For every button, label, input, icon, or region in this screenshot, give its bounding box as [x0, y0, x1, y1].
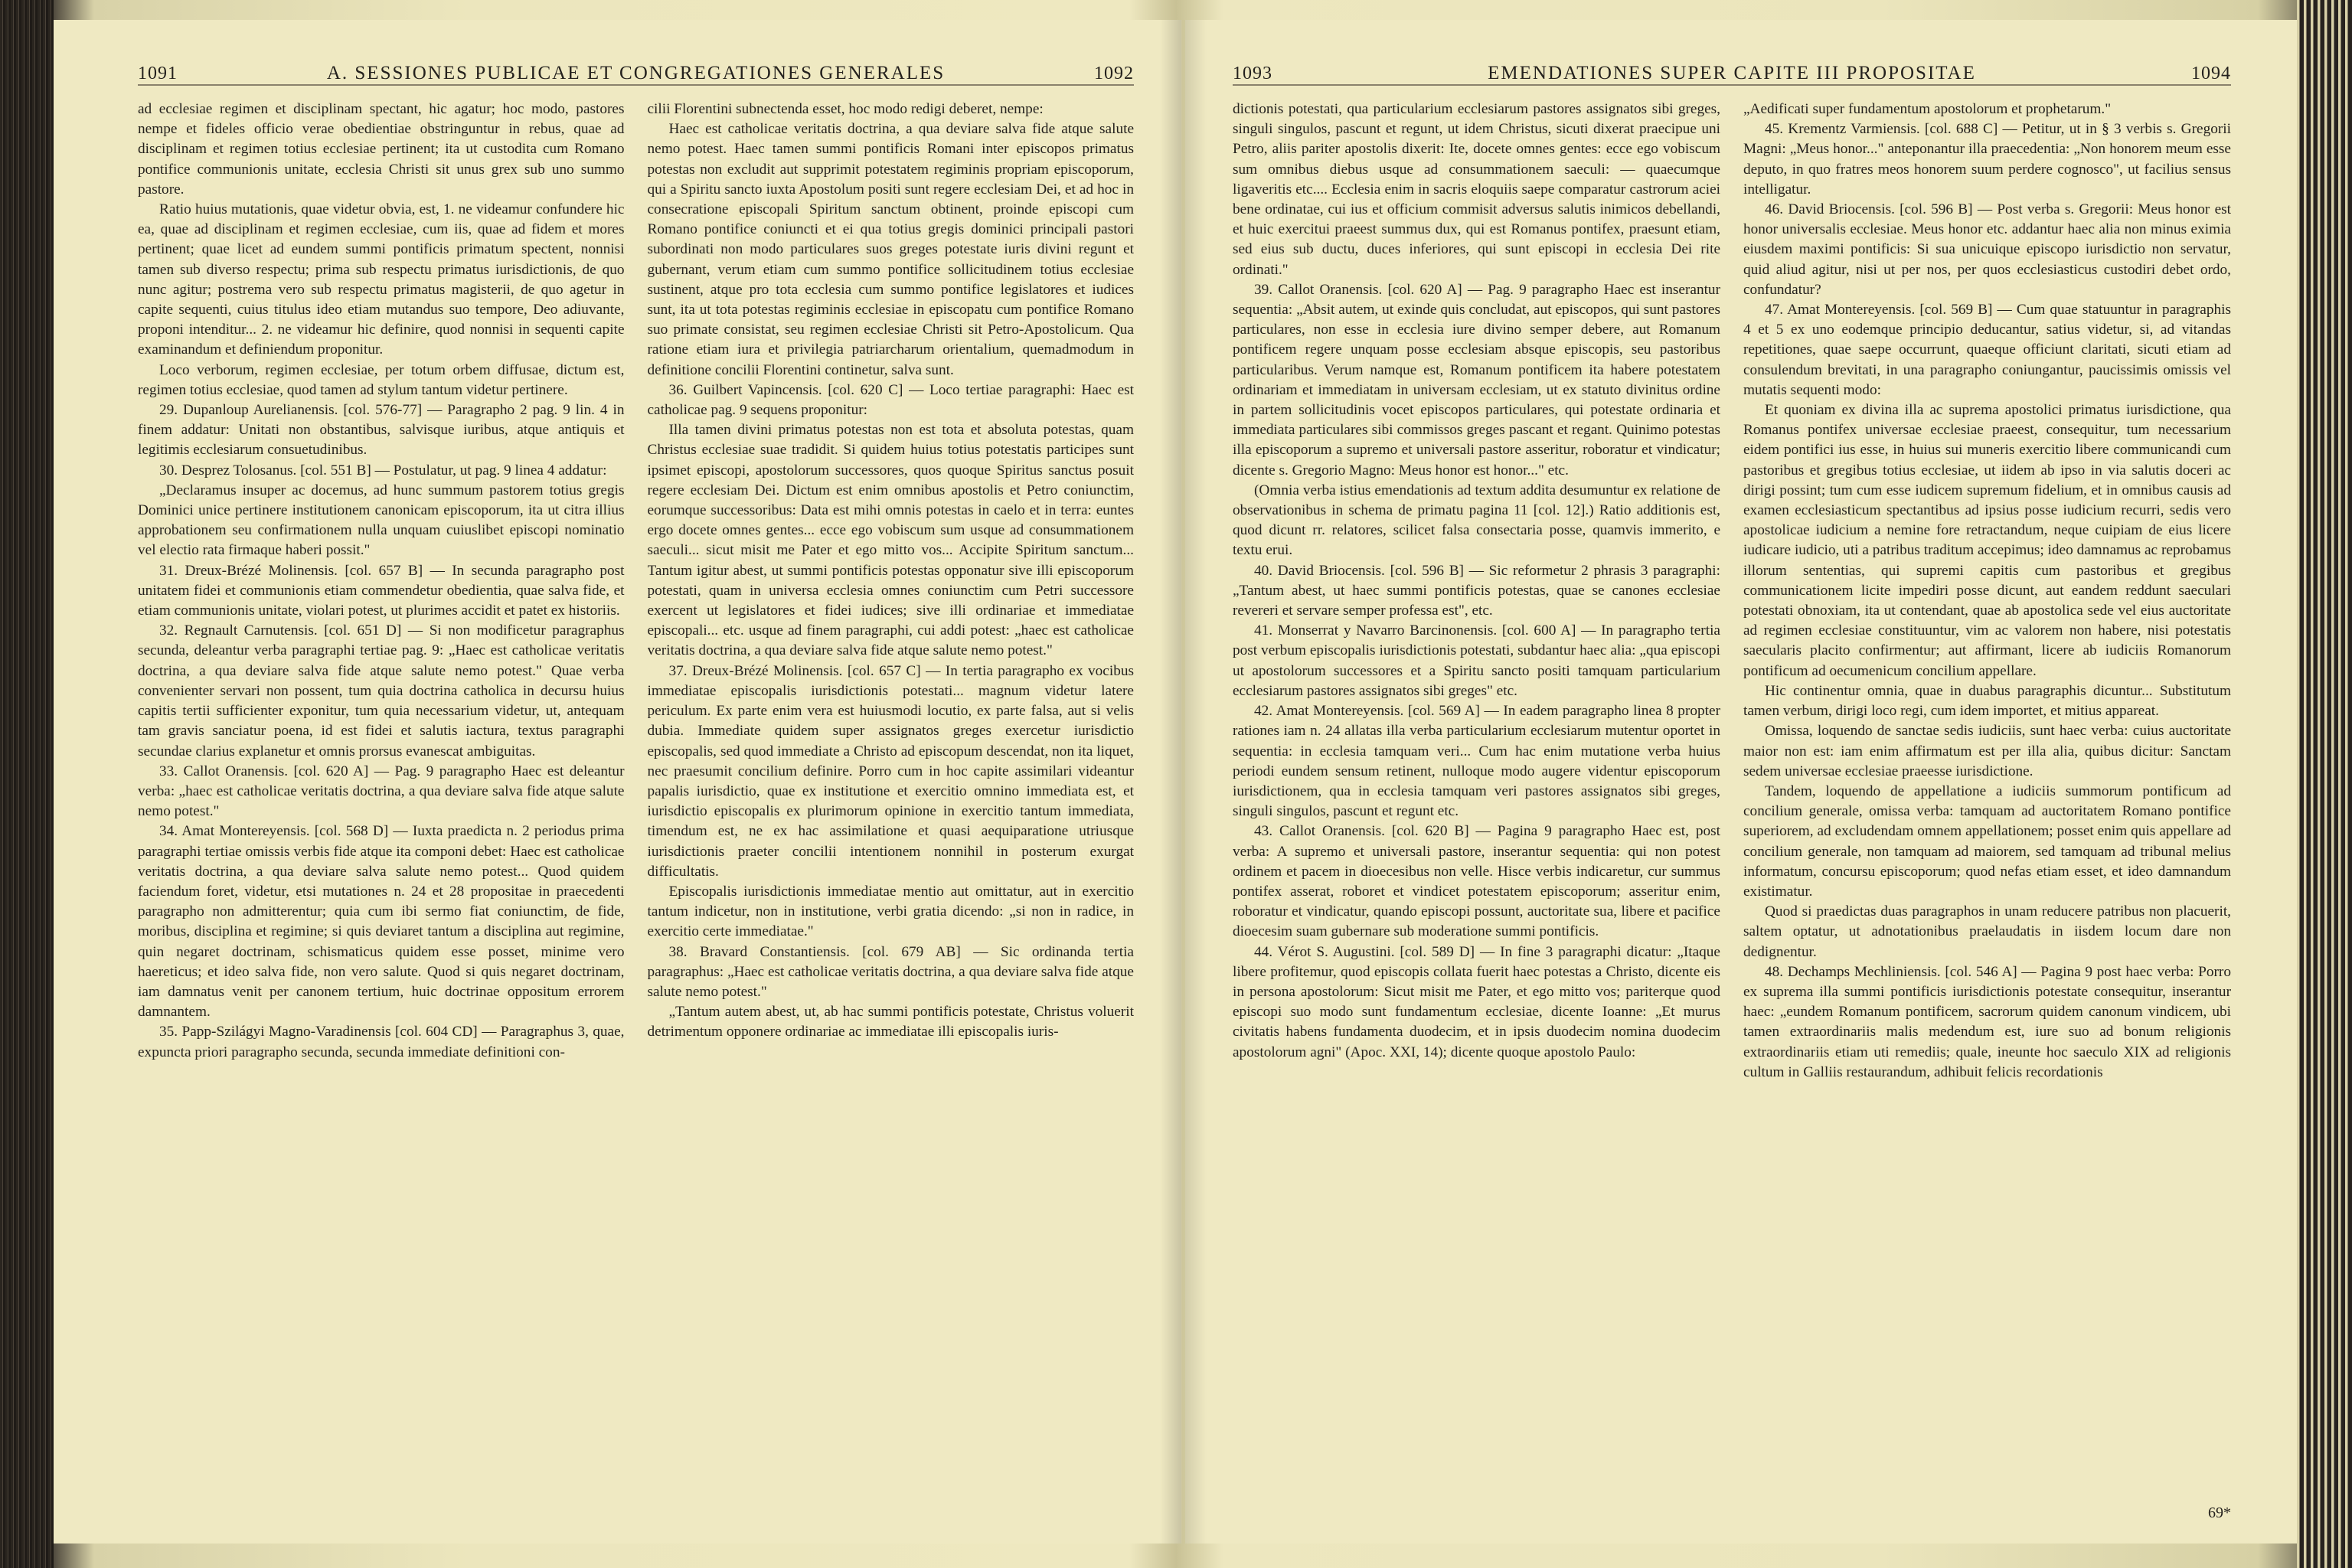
right-c2-paragraph: „Aedificati super fundamentum apostolorum et prophetarum.": [1743, 101, 2112, 117]
left-c1-paragraph: ad ecclesiae regimen et disciplinam spectant, hic agatur; hoc modo, pastores nempe et fideles officio verae obedientiae obstringuntur in rebus, quae ad disciplinam et regimen totius ecclesiae pertinent; ita ut custodita cum Romano pontifice communionis unitate, ecclesia Christi sit unus grex sub uno summo pastore.: [138, 101, 625, 198]
right-c1-paragraph: 43. Callot Oranensis. [col. 620 B] — Pagina 9 paragrapho Haec est, post verba: A supremo et universali pastore, inserantur sequentia: qui non potest ordinem et pacem in dioecesibus non velle. Hisce verbis indicaretur, cur summus pontifex asserat, roboret et vindicet potestatem episcoporum; asseritur enim, roboratur et vindicatur, quando episcopi possunt, auctoritate sua, libere et pacifice dioecesim suam gubernare sub moderatione summi pontificis.: [1233, 823, 1720, 940]
left-c2-paragraph: 38. Bravard Constantiensis. [col. 679 AB] — Sic ordinanda tertia paragraphus: „Haec est catholicae veritatis doctrina, a qua deviare salva fide atque salute nemo potest.": [647, 943, 1134, 1000]
left-text-columns: [138, 100, 1134, 1531]
left-c1-paragraph: Loco verborum, regimen ecclesiae, per totum orbem diffusae, dictum est, regimen totius ecclesiae, quod tamen ad stylum tantum videtur pertinere.: [138, 361, 625, 398]
right-header-title: EMENDATIONES SUPER CAPITE III PROPOSITAE: [1488, 63, 1976, 83]
right-c1-paragraph: 42. Amat Montereyensis. [col. 569 A] — In eadem paragrapho linea 8 propter rationes iam n. 24 allatas illa verba particularium ecclesiarum mutentur oportet in sequentia: in ecclesia tamquam veri... Cum hac enim mutatione verba huius periodi eundem sensum retinent, nulloque modo augere videntur episcoporum iurisdictionem, qua in ecclesia tamquam veri pastores assignatos sibi greges, singuli singulos, pascunt et regunt etc.: [1233, 703, 1720, 820]
left-c2-paragraph: „Tantum autem abest, ut, ab hac summi pontificis potestate, Christus voluerit detrimentum opponere ordinariae ac immediatae illi episcopalis iuris-: [647, 1004, 1134, 1040]
right-column-1: [1233, 100, 1720, 1531]
right-c2-paragraph: 48. Dechamps Mechliniensis. [col. 546 A] — Pagina 9 post haec verba: Porro ex suprema illa summi pontificis iurisdictionis potestate consequitur, inserantur haec: „eundem Romanum pontificem, sacrorum quidem canonum vindicem, ubi tamen extraordinariis malis medendum est, iure suo ad bonum religionis extraordinariis etiam uti remediis; quale, ineunte hoc saeculo XIX ad religionis cultum in Galliis restaurandum, adhibuit felicis recordationis: [1743, 963, 2231, 1080]
left-page-stack-edge: [0, 0, 54, 1568]
right-column-2: [1743, 100, 2231, 1531]
right-c1-paragraph: 44. Vérot S. Augustini. [col. 589 D] — In fine 3 paragraphi dicatur: „Itaque libere profitemur, quod episcopis collata fuerit haec potestas a Christo, dicente eis in persona apostolorum: Sicut misit me Pater, et ego mitto vos; pariterque quod episcopi suo modo sunt fundamentum ecclesiae, dicente Ioanne: „Et murus civitatis habens fundamenta duodecim, et in ipsis duodecim nomina duodecim apostolorum agni" (Apoc. XXI, 14); dicente quoque apostolo Paulo:: [1233, 943, 1720, 1060]
left-c1-paragraph: 35. Papp-Szilágyi Magno-Varadinensis [col. 604 CD] — Paragraphus 3, quae, expuncta priori paragrapho secunda, secunda immediate definitioni con-: [138, 1024, 625, 1060]
right-page: [1185, 20, 2297, 1544]
left-c2-paragraph: Illa tamen divini primatus potestas non est tota et absoluta potestas, quam Christus ecclesiae suae tradidit. Si quidem huius totius potestatis participes sunt ipsimet episcopi, apostolorum successores, quos quoque Spiritus sanctus posuit regere ecclesiam Dei. Dictum est enim omnibus apostolis et Petro coniunctim, eorumque successoribus: Data est mihi omnis potestas in caelo et in terra: euntes ergo docete omnes gentes... ecce ego vobiscum sum usque ad consummationem saeculi... sicut misit me Pater et ego mitto vos... Accipite Spiritum sanctum... Tantum igitur abest, ut summi pontificis potestas opponatur sive illi episcoporum potestati, quam in universa ecclesia omnes coniunctim cum Petri successore exercent ut legislatores et fidei iudices; sive illi ordinariae et immediatae episcopali... etc. usque ad finem paragraphi, cui addi potest: „haec est catholicae veritatis doctrina, a qua deviare salva fide atque salute nemo potest.": [647, 422, 1134, 659]
right-running-head: [1233, 41, 2231, 86]
left-c2-paragraph: 37. Dreux-Brézé Molinensis. [col. 657 C] — In tertia paragrapho ex vocibus immediatae episcopalis iurisdictionis potestati... magnum videtur latere periculum. Ex parte enim vera est huiusmodi locutio, ex parte falsa, aut si velis dubia. Immediate quidem super assignatos greges exercetur iurisdictio episcopalis, sed quod immediate a Christo ad episcopum descendat, non ita liquet, nec praesumit concilium definire. Porro cum in hoc capite assimilari videantur papalis iurisdictio, quae ex institutione et exercitio omnino immediata est, et iurisdictio episcopalis ex plurimorum opinione in exercitio tantum immediata, timendum est, ne ex hac assimilatione et quasi aequiparatione utriusque iurisdictionis praeter concilii intentionem nonnihil in posterum exurgat difficultatis.: [647, 662, 1134, 880]
right-text-columns: [1233, 100, 2231, 1531]
right-page-stack-edge: [2297, 0, 2352, 1568]
left-c1-paragraph: 30. Desprez Tolosanus. [col. 551 B] — Postulatur, ut pag. 9 linea 4 addatur:: [159, 462, 607, 479]
left-column-1: [138, 100, 625, 1531]
right-c2-paragraph: Quod si praedictas duas paragraphos in unam reducere patribus non placuerit, saltem optatur, ut adnotationibus praelaudatis in iisdem locum dare non dedignentur.: [1743, 903, 2231, 960]
left-c1-paragraph: „Declaramus insuper ac docemus, ad hunc summum pastorem totius gregis Dominici unice pertinere institutionem canonicam episcoporum, ita ut citra illius approbationem seu confirmationem nulla unquam cuiuslibet episcopi nominatio vel electio rata firmaque haberi possit.": [138, 482, 625, 559]
right-c2-paragraph: Tandem, loquendo de appellatione a iudiciis summorum pontificum ad concilium generale, omissa verba: tamquam ad auctoritatem Romano pontifice superiorem, ad excludendam omnem appellationem; posset enim quis appellare ad concilium generale, non tamquam ad maiorem, sed tamquam ad tribunal melius informatum, concursu episcoporum; quod nefas etiam esset, et ideo damnandum existimatur.: [1743, 782, 2231, 900]
signature-mark: 69*: [2208, 1504, 2231, 1521]
left-c1-paragraph: 34. Amat Montereyensis. [col. 568 D] — Iuxta praedicta n. 2 periodus prima paragraphi tertiae omissis verbis fide atque ita componi debet: Haec est catholicae veritatis doctrina, a qua deviare salva salute nemo potest... Quod quidem faciendum foret, videtur, etsi mutationes n. 24 et 28 propositae in praecedenti paragrapho non admitterentur; quia cum ibi sermo fiat coniunctim, de fide, moribus, disciplina et regimine; si quis deviaret tantum a disciplina aut regimine, quin negaret doctrinam, schismaticus quidem esse posset, minime vero haereticus; et ideo salva fide, non vero salute. Quod si quis negaret doctrinam, iam damnatus venit per canonem tertium, huic doctrinae oppositum errorem damnantem.: [138, 823, 625, 1021]
right-c2-paragraph: 47. Amat Montereyensis. [col. 569 B] — Cum quae statuuntur in paragraphis 4 et 5 ex uno eodemque principio deducantur, satius videtur, si, ad vitandas repetitiones, quae saepe occurrunt, quaeque officiunt claritati, sicuti etiam ad consulendum brevitati, in una paragrapho coniungantur, paucissimis omissis vel mutatis sequenti modo:: [1743, 302, 2231, 398]
right-c1-paragraph: 39. Callot Oranensis. [col. 620 A] — Pag. 9 paragrapho Haec est inserantur sequentia: „Absit autem, ut exinde quis concludat, aut episcopos, qui sunt pastores particulares, non esse in ecclesia iure divino semper debere, aut Romanum pontificem regere unquam posse ecclesiam absque episcopis, seu pastoribus particularibus. Verum namque est, Romanum pontificem ita habere potestatem ordinariam et immediatam in universam ecclesiam, ut ex statuto divinitus ordine in partem sollicitudinis vocet episcopos particulares, qui potestate ordinaria et immediata particulares sibi commissos greges pascant et regant. Quinimo potestas illa episcoporum a supremo et universali pastore asseritur, roboratur et vindicatur; dicente s. Gregorio Magno: Meus honor est honor..." etc.: [1233, 281, 1720, 479]
left-c1-paragraph: 31. Dreux-Brézé Molinensis. [col. 657 B] — In secunda paragrapho post unitatem fidei et communionis etiam commendetur obedientia, quae salva fide, et etiam communionis unitate, violari potest, ut plurimes accidit et patet ex historiis.: [138, 562, 625, 619]
right-c2-paragraph: Et quoniam ex divina illa ac suprema apostolici primatus iurisdictione, qua Romanus pontifex universae ecclesiae praeest, consequitur, tum necessarium eidem pontifici ius esse, in huius sui muneris exercitio libere communicandi cum pastoribus et gregibus totius ecclesiae, ut iidem ab ipso in via salutis doceri ac dirigi possint; tum cum esse iudicem supremum fidelium, et in omnibus causis ad examen ecclesiasticum spectantibus ad ipsius posse iudicium recurri, sedis vero apostolicae iudicium a nemine fore retractandum, neque cuipiam de eius licere iudicare iudicio, uti a patribus traditum accepimus; ideo damnamus ac reprobamus illorum sententias, qui supremi capitis cum pastoribus et gregibus communicationem licite impediri posse dicunt, aut eandem reddunt saeculari potestati obnoxiam, ita ut contendant, quae ab apostolica sede vel eius auctoritate ad regimen ecclesiae constituuntur, vim ac valorem non habere, nisi potestatis saecularis placito confirmentur; aut affirmant, licere ab iudiciis Romanorum pontificum ad oecumenicum concilium appellare.: [1743, 402, 2231, 679]
left-c1-paragraph: 32. Regnault Carnutensis. [col. 651 D] — Si non modificetur paragraphus secunda, deleantur verba paragraphi tertiae pag. 9: „Haec est catholicae veritatis doctrina, a qua deviare salva fide atque salute nemo potest." Quae verba convenienter servari non possent, tum quia doctrina catholica in decursu huius capitis tertii sufficienter exponitur, tum quia necessarium videtur, ut, antequam tam gravis sanciatur poena, id est fidei et salutis iactura, textus paragraphi secundae clarius explanetur et omnis prorsus evanescat ambiguitas.: [138, 622, 625, 760]
page-number-1091: 1091: [138, 64, 178, 83]
right-c1-paragraph: dictionis potestati, qua particularium ecclesiarum pastores assignatos sibi greges, singuli singulos, pascunt et regunt, ut idem Christus, sicuti dixerat praecipue uni Petro, aliis pariter apostolis dixerit: Ite, docete omnes gentes: ecce ego vobiscum sum omnibus diebus usque ad consummationem saeculi: — quaecumque ligaveritis etc.... Ecclesia enim in sacris eloquiis saepe comparatur castrorum aciei bene ordinatae, cui ius et officium commisit adversus salutis inimicos debellandi, et huic exercitui praeest summus dux, qui est Romanus pontifex, praesunt etiam, sed eius sub ductu, duces inferiores, qui sunt episcopi in ecclesia Dei rite ordinati.": [1233, 101, 1720, 278]
left-header-title: A. SESSIONES PUBLICAE ET CONGREGATIONES GENERALES: [326, 63, 946, 83]
page-number-1092: 1092: [1093, 64, 1134, 83]
left-c2-paragraph: cilii Florentini subnectenda esset, hoc modo redigi deberet, nempe:: [647, 101, 1044, 117]
left-page: [54, 20, 1182, 1544]
right-c2-paragraph: Hic continentur omnia, quae in duabus paragraphis dicuntur... Substitutum tamen verbum, dirigi loco regi, cum idem importet, et mitius appareat.: [1743, 682, 2231, 720]
right-c2-paragraph: 45. Krementz Varmiensis. [col. 688 C] — Petitur, ut in § 3 verbis s. Gregorii Magni: „Meus honor..." anteponantur illa praecedentia: „Non honorem meum esse deputo, in quo fratres meos honorem suum perdere cognosco", ut facilius sensus intelligatur.: [1743, 121, 2231, 198]
page-number-1093: 1093: [1233, 64, 1272, 83]
left-column-2: [648, 100, 1135, 1531]
left-c2-paragraph: Haec est catholicae veritatis doctrina, a qua deviare salva fide atque salute nemo potest. Haec tamen summi pontificis Romani inter episcopos primatus potestas non excludit aut supprimit potestatem regiminis propriam episcoporum, qui a Spiritu sancto iuxta Apostolum positi sunt regere ecclesiam Dei, et ad hoc in consecratione episcopali Spiritum sanctum obtinent, proinde episcopi cum Romano pontifice coniuncti et ei qua totius gregis dominici principali pastori subordinati non modo particulares suos greges potestate iuris divini regunt et gubernant, verum etiam cum summo pontifice sollicitudinem totius ecclesiae sustinent, atque pro tota ecclesia cum summo pontifice legislatores et iudices sunt, ita ut tota potestas regiminis ecclesiae in episcopatu cum pontifice Romano suo primate consistat, seu regimen ecclesiae Christi sit Petro-Apostolicum. Qua ratione etiam iura et privilegia patriarcharum orientalium, quemadmodum in definitione concilii Florentini continetur, salva sunt.: [647, 121, 1134, 378]
left-c1-paragraph: 33. Callot Oranensis. [col. 620 A] — Pag. 9 paragrapho Haec est deleantur verba: „haec est catholicae veritatis doctrina, a qua deviare salva fide atque salute nemo potest.": [138, 763, 625, 820]
right-c1-paragraph: 40. David Briocensis. [col. 596 B] — Sic reformetur 2 phrasis 3 paragraphi: „Tantum abest, ut haec summi pontificis potestas, quae se canones ecclesiae revereri et servare semper professa est", etc.: [1233, 562, 1720, 619]
left-c2-paragraph: 36. Guilbert Vapincensis. [col. 620 C] — Loco tertiae paragraphi: Haec est catholicae pag. 9 sequens proponitur:: [647, 381, 1134, 419]
right-c1-paragraph: (Omnia verba istius emendationis ad textum addita desumuntur ex relatione de observationibus in schema de primatu pagina 11 [col. 12].) Ratio additionis est, quod dicunt rr. relatores, scilicet falsa consectaria posse, quamvis immerito, e textu erui.: [1233, 482, 1720, 559]
right-c2-paragraph: Omissa, loquendo de sanctae sedis iudiciis, sunt haec verba: cuius auctoritate maior non est: iam enim affirmatum est per illa alia, quibus dicitur: Sanctam sedem universae ecclesiae praeesse iurisdictione.: [1743, 723, 2231, 779]
right-c1-paragraph: 41. Monserrat y Navarro Barcinonensis. [col. 600 A] — In paragrapho tertia post verbum episcopalis iurisdictionis potestati, subdantur haec alia: „qua episcopi ut apostolorum successores et a Spiritu sancto positi tamquam particularium ecclesiarum pastores assignatos sibi greges" etc.: [1233, 622, 1720, 699]
left-c1-paragraph: Ratio huius mutationis, quae videtur obvia, est, 1. ne videamur confundere hic ea, quae ad disciplinam et regimen ecclesiae, cum iis, quae ad fidem et mores pertinent; quae licet ad eundem summi pontificis primatum spectent, nonnisi tamen sub diverso respectu; prima sub respectu primatus iurisdictionis, de quo nunc agitur; postrema vero sub respectu primatus magisterii, de quo agetur in capite sequenti, cuius titulus ideo etiam mutandus suo tempore, Deo adiuvante, proponi intenditur... 2. ne videamur hic definire, quod nonnisi in sequenti capite examinandum et definiendum proponitur.: [138, 201, 625, 358]
left-c2-paragraph: Episcopalis iurisdictionis immediatae mentio aut omittatur, aut in exercitio tantum indicetur, non in institutione, verbi gratia dicendo: „si non in radice, in exercitio certe immediatae.": [647, 883, 1134, 940]
left-c1-paragraph: 29. Dupanloup Aurelianensis. [col. 576-77] — Paragrapho 2 pag. 9 lin. 4 in finem addatur: Unitati non obstantibus, salvisque iuribus, atque antiquis et legitimis ecclesiarum consuetudinibus.: [138, 402, 625, 459]
page-number-1094: 1094: [2191, 64, 2231, 83]
left-running-head: [138, 41, 1134, 86]
right-c2-paragraph: 46. David Briocensis. [col. 596 B] — Post verba s. Gregorii: Meus honor est honor universalis ecclesiae. Meus honor etc. addantur haec alia non minus eximia eiusdem maximi pontificis: Si sua unicuique episcopo iurisdictio non servatur, quid aliud agitur, nisi ut per nos, per quos ecclesiasticus custodiri debet ordo, confundatur?: [1743, 201, 2231, 298]
